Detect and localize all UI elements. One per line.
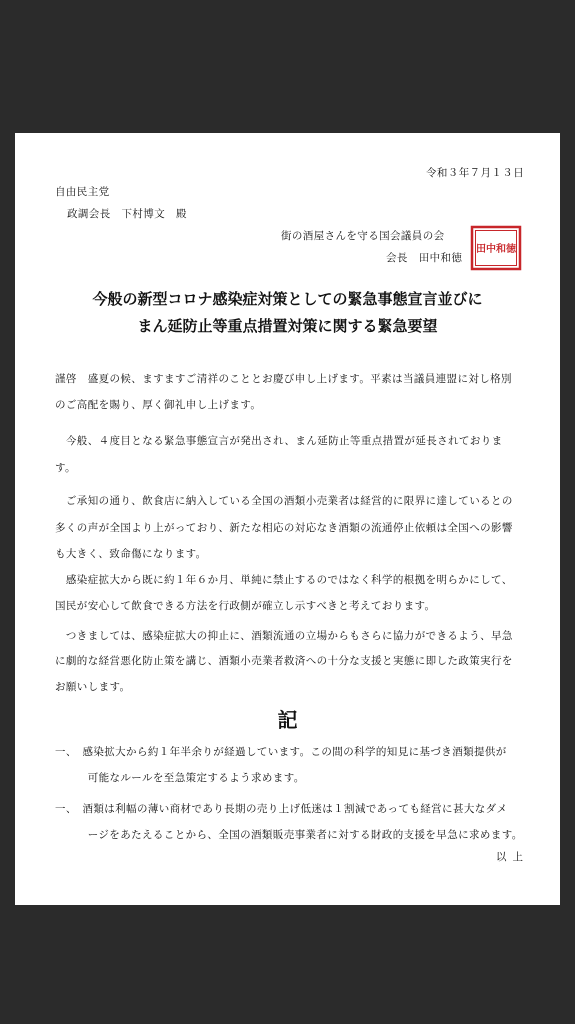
ki-heading: 記 (277, 708, 298, 732)
item-line: ージをあたえることから、全国の酒類販売事業者に対する財政的支援を早急に求めます。 (55, 829, 523, 841)
body-line: のご高配を賜り、厚く御礼申し上げます。 (55, 399, 262, 411)
sender-name: 会長 田中和徳 (386, 252, 463, 264)
body-line: も大きく、致命傷になります。 (55, 548, 207, 560)
document-date: 令和３年７月１３日 (426, 167, 525, 179)
item-line: 一、 酒類は利幅の薄い商材であり長期の売り上げ低迷は１割減であっても経営に甚大なダメ (55, 803, 508, 815)
sender-organization: 街の酒屋さんを守る国会議員の会 (281, 230, 445, 242)
body-line: に劇的な経営悪化防止策を講じ、酒類小売業者救済への十分な支援と実態に即した政策実行を (55, 655, 513, 667)
body-line: 多くの声が全国より上がっており、新たな相応の対応なき酒類の流通停止依頼は全国への影響 (55, 522, 513, 534)
body-line: す。 (55, 462, 76, 474)
body-line: つきましては、感染症拡大の抑止に、酒類流通の立場からもさらに協力ができるよう、早急 (55, 630, 513, 642)
document-page (15, 133, 560, 905)
body-line: 感染症拡大から既に約１年６か月、単純に禁止するのではなく科学的根拠を明らかにして、 (55, 574, 513, 586)
document-title-line-1: 今般の新型コロナ感染症対策としての緊急事態宣言並びに (92, 290, 483, 308)
document-title-line-2: まん延防止等重点措置対策に関する緊急要望 (137, 317, 438, 335)
body-line: 国民が安心して飲食できる方法を行政側が確立し示すべきと考えております。 (55, 600, 436, 612)
body-line: 今般、４度目となる緊急事態宣言が発出され、まん延防止等重点措置が延長されておりま (55, 435, 503, 447)
red-seal-stamp (470, 225, 522, 271)
svg-text:田中和徳: 田中和徳 (476, 244, 516, 255)
recipient-organization: 自由民主党 (55, 186, 110, 198)
item-line: 一、 感染拡大から約１年半余りが経過しています。この間の科学的知見に基づき酒類提供が (55, 746, 507, 758)
recipient-name: 政調会長 下村博文 殿 (67, 208, 187, 220)
closing-text: 以上 (496, 851, 529, 863)
item-line: 可能なルールを至急策定するよう求めます。 (55, 772, 305, 784)
body-line: ご承知の通り、飲食店に納入している全国の酒類小売業者は経営的に限界に達しているとの (55, 495, 513, 507)
body-line: お願いします。 (55, 681, 131, 693)
body-line: 謹啓 盛夏の候、ますますご清祥のこととお慶び申し上げます。平素は当議員連盟に対し格別 (55, 373, 512, 385)
